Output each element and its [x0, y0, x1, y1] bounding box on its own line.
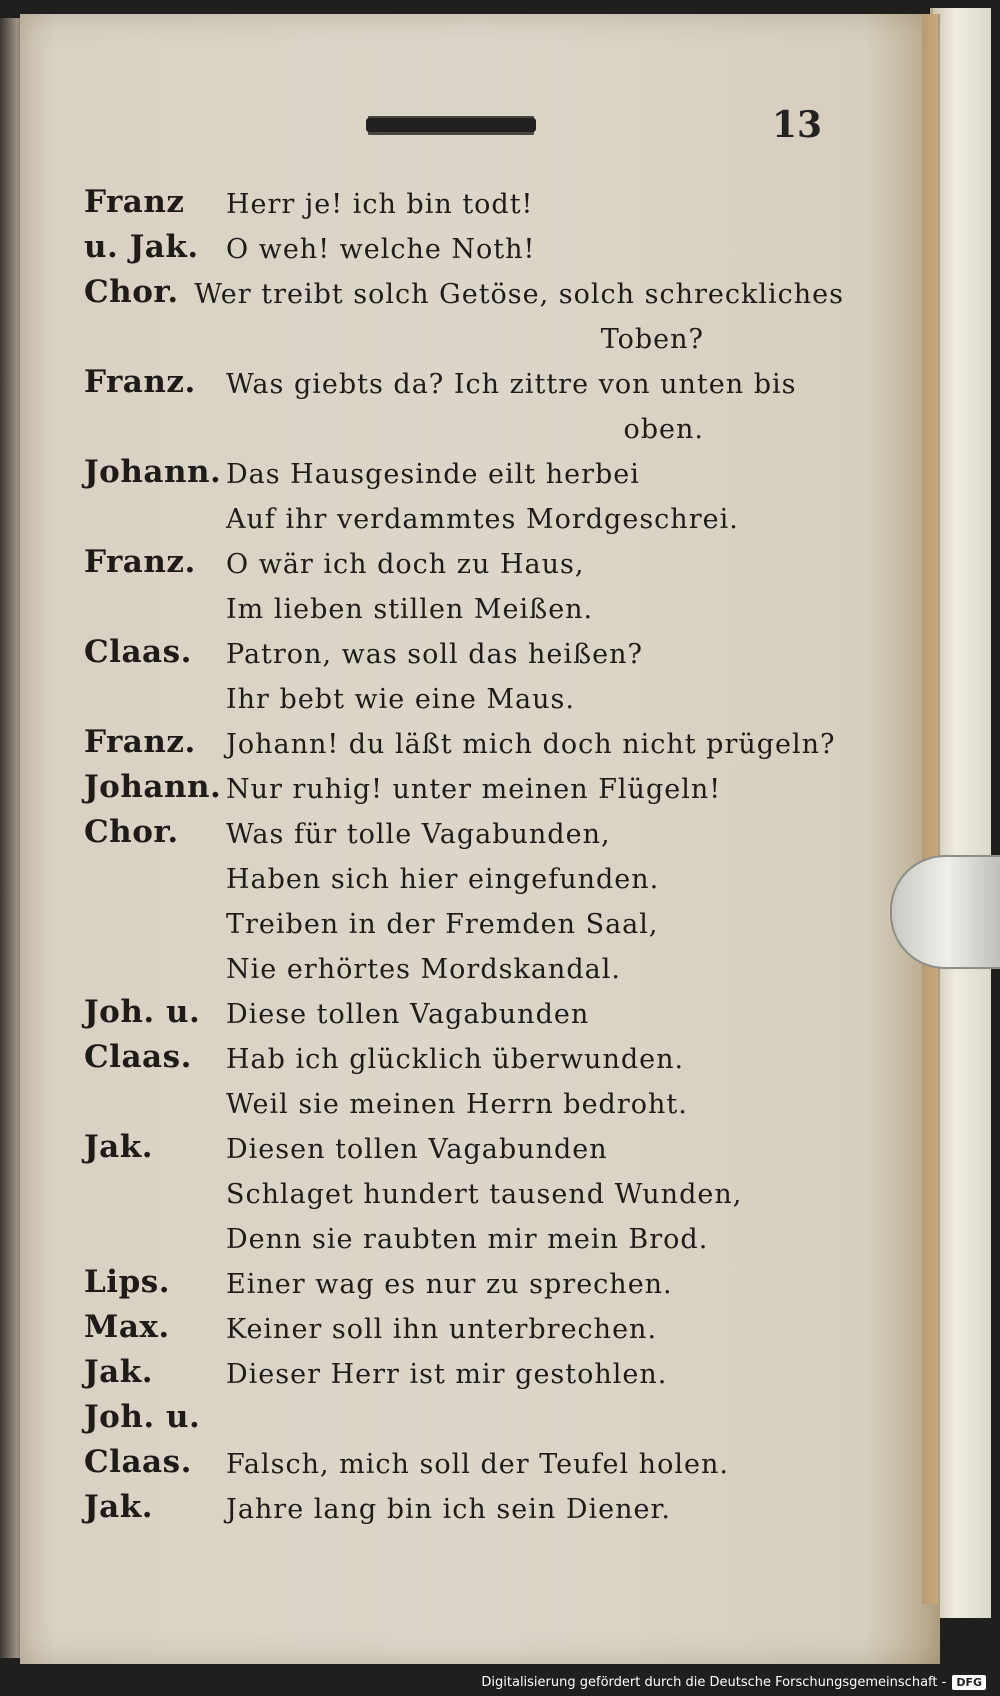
line-text: Diesen tollen Vagabunden	[226, 1134, 608, 1165]
dialogue-line	[84, 535, 844, 580]
line-text: Weil sie meinen Herrn bedroht.	[226, 1089, 688, 1120]
line-text: Nie erhörtes Mordskandal.	[226, 954, 621, 985]
dialogue-line	[84, 400, 844, 445]
line-text: oben.	[623, 414, 704, 445]
dialogue-line	[84, 220, 844, 265]
line-text: Im lieben stillen Meißen.	[226, 594, 594, 625]
speaker-name: Max.	[84, 1309, 170, 1345]
speaker-name: Jak.	[84, 1129, 154, 1165]
dialogue-line	[84, 805, 844, 850]
speaker-name: Claas.	[84, 1444, 192, 1480]
dialogue-line	[84, 310, 844, 355]
dialogue-line	[84, 670, 844, 715]
speaker-name: Johann.	[84, 769, 222, 805]
dialogue-line	[84, 1480, 844, 1525]
line-text: Keiner soll ihn unterbrechen.	[226, 1314, 658, 1345]
dialogue-line	[84, 1255, 844, 1300]
line-text: Treiben in der Fremden Saal,	[226, 909, 659, 940]
dfg-logo: DFG	[952, 1675, 986, 1690]
dialogue-line	[84, 895, 844, 940]
dialogue-line	[84, 1390, 844, 1435]
line-text: Auf ihr verdammtes Mordgeschrei.	[226, 504, 739, 535]
line-text: Hab ich glücklich überwunden.	[226, 1044, 685, 1075]
line-text: Diese tollen Vagabunden	[226, 999, 590, 1030]
dialogue-line	[84, 175, 844, 220]
line-text: Patron, was soll das heißen?	[226, 639, 643, 670]
dialogue-line	[84, 760, 844, 805]
line-text: Johann! du läßt mich doch nicht prügeln?	[226, 729, 836, 760]
line-text: Ihr bebt wie eine Maus.	[226, 684, 575, 715]
dialogue-line	[84, 355, 844, 400]
page-edge	[922, 14, 938, 1604]
dialogue-line	[84, 850, 844, 895]
header-rule	[366, 118, 536, 132]
line-text: Was für tolle Vagabunden,	[226, 819, 611, 850]
line-text: O weh! welche Noth!	[226, 234, 536, 265]
dialogue-line	[84, 1435, 844, 1480]
line-text: Herr je! ich bin todt!	[226, 189, 534, 220]
speaker-name: Jak.	[84, 1489, 154, 1525]
speaker-name: Jak.	[84, 1354, 154, 1390]
page-number: 13	[772, 104, 823, 146]
speaker-name: Franz.	[84, 544, 196, 580]
speaker-name: Claas.	[84, 634, 192, 670]
line-text: Toben?	[600, 324, 704, 355]
line-text: Einer wag es nur zu sprechen.	[226, 1269, 673, 1300]
play-text	[84, 175, 844, 1525]
dialogue-line	[84, 715, 844, 760]
line-text: Was giebts da? Ich zittre von unten bis	[226, 369, 797, 400]
footer	[481, 1675, 986, 1690]
dialogue-line	[84, 985, 844, 1030]
speaker-name: Lips.	[84, 1264, 170, 1300]
speaker-name: Joh. u.	[84, 994, 201, 1030]
dialogue-line	[84, 580, 844, 625]
dialogue-line	[84, 1345, 844, 1390]
dialogue-line	[84, 1030, 844, 1075]
dialogue-line	[84, 1300, 844, 1345]
line-text: Jahre lang bin ich sein Diener.	[226, 1494, 671, 1525]
speaker-name: Joh. u.	[84, 1399, 201, 1435]
dialogue-line	[84, 1075, 844, 1120]
line-text: Dieser Herr ist mir gestohlen.	[226, 1359, 668, 1390]
line-text: O wär ich doch zu Haus,	[226, 549, 585, 580]
speaker-name: Chor.	[84, 814, 179, 850]
line-text: Falsch, mich soll der Teufel holen.	[226, 1449, 729, 1480]
speaker-name: Johann.	[84, 454, 222, 490]
speaker-name: Franz.	[84, 724, 196, 760]
line-text: Das Hausgesinde eilt herbei	[226, 459, 640, 490]
line-text: Haben sich hier eingefunden.	[226, 864, 660, 895]
line-text: Wer treibt solch Getöse, solch schreckliches	[194, 279, 844, 310]
line-text: Denn sie raubten mir mein Brod.	[226, 1224, 709, 1255]
dialogue-line	[84, 1165, 844, 1210]
line-text: Schlaget hundert tausend Wunden,	[226, 1179, 743, 1210]
dialogue-line	[84, 445, 844, 490]
footer-credit: Digitalisierung gefördert durch die Deutsche Forschungsgemeinschaft -	[481, 1675, 947, 1690]
line-text: Nur ruhig! unter meinen Flügeln!	[226, 774, 722, 805]
dialogue-line	[84, 1120, 844, 1165]
dialogue-line	[84, 490, 844, 535]
speaker-name: Chor.	[84, 274, 179, 310]
dialogue-line	[84, 265, 844, 310]
speaker-name: Claas.	[84, 1039, 192, 1075]
speaker-name: Franz.	[84, 364, 196, 400]
dialogue-line	[84, 1210, 844, 1255]
dialogue-line	[84, 625, 844, 670]
page-clip	[890, 855, 1000, 969]
speaker-name: u. Jak.	[84, 229, 199, 265]
dialogue-line	[84, 940, 844, 985]
speaker-name: Franz	[84, 184, 185, 220]
